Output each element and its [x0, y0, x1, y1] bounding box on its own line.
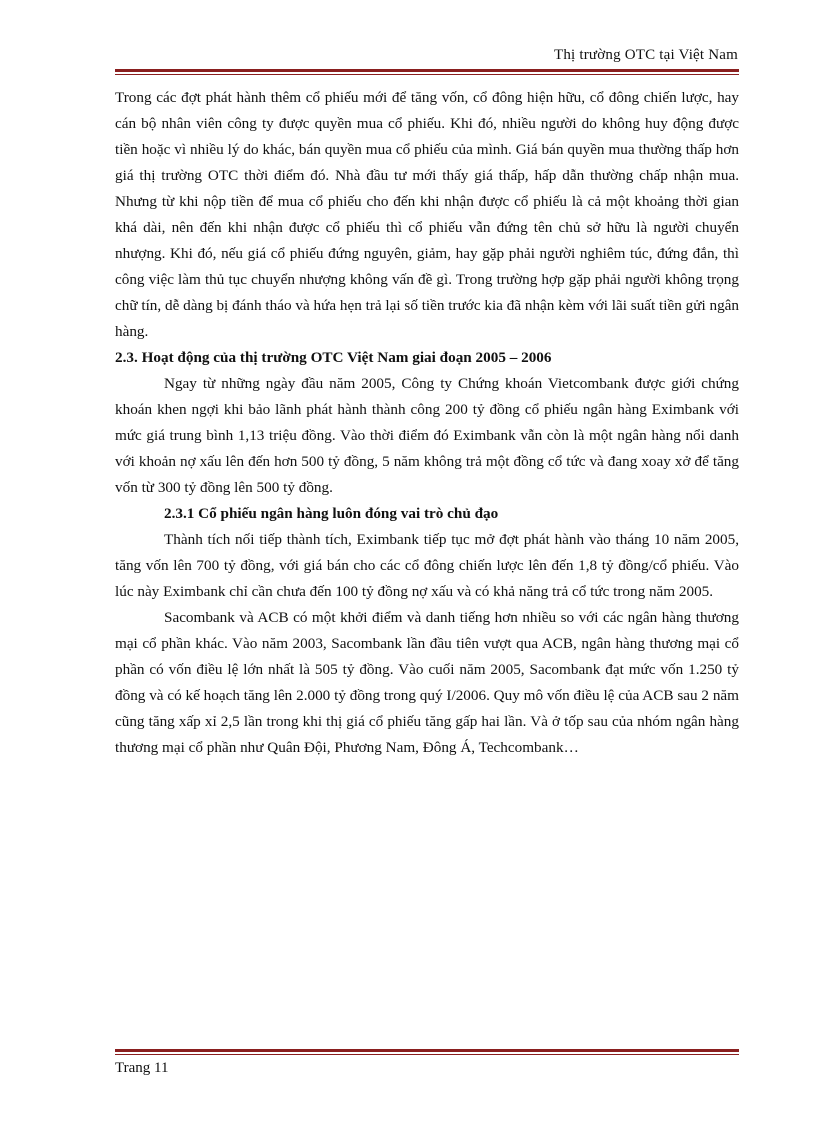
paragraph-eximbank-growth: Thành tích nối tiếp thành tích, Eximbank tiếp tục mở đợt phát hành vào tháng 10 năm 2005, tăng vốn lên 700 tỷ đồng, với giá bán cho các cổ đông chiến lược lên đến 1,8 tỷ đồng/cổ phiếu. Vào lúc này Eximbank chỉ cần chưa đến 100 tỷ đồng nợ xấu và có khả năng trả cổ tức trong năm 2005.: [115, 531, 739, 600]
document-body: [115, 85, 739, 761]
paragraph-sacombank-acb: Sacombank và ACB có một khởi điểm và danh tiếng hơn nhiều so với các ngân hàng thương mại cổ phần khác. Vào năm 2003, Sacombank lần đầu tiên vượt qua ACB, ngân hàng thương mại cổ phần có vốn điều lệ lớn nhất là 505 tỷ đồng. Vào cuối năm 2005, Sacombank đạt mức vốn 1.250 tỷ đồng và có kế hoạch tăng lên 2.000 tỷ đồng trong quý I/2006. Quy mô vốn điều lệ của ACB sau 2 năm cũng tăng xấp xỉ 2,5 lần trong khi thị giá cổ phiếu tăng gấp hai lần. Và ở tốp sau của nhóm ngân hàng thương mại cổ phần như Quân Đội, Phương Nam, Đông Á, Techcombank…: [115, 609, 739, 756]
section-heading-2-3: 2.3. Hoạt động của thị trường OTC Việt Nam giai đoạn 2005 – 2006: [115, 349, 552, 366]
paragraph-vietcombank-eximbank: Ngay từ những ngày đầu năm 2005, Công ty Chứng khoán Vietcombank được giới chứng khoán khen ngợi khi bảo lãnh phát hành thành công 200 tỷ đồng cổ phiếu ngân hàng Eximbank với mức giá trung bình 1,13 triệu đồng. Vào thời điểm đó Eximbank vẫn còn là một ngân hàng nổi danh với khoản nợ xấu lên đến hơn 500 tỷ đồng, 5 năm không trả một đồng cổ tức và đang xoay xở để tăng vốn từ 300 tỷ đồng lên 500 tỷ đồng.: [115, 375, 739, 496]
page-number: Trang 11: [115, 1060, 169, 1076]
paragraph-rights-trading: Trong các đợt phát hành thêm cổ phiếu mới để tăng vốn, cổ đông hiện hữu, cổ đông chiến lược, hay cán bộ nhân viên công ty được quyền mua cổ phiếu. Khi đó, nhiều người do không huy động được tiền hoặc vì nhiều lý do khác, bán quyền mua cổ phiếu của mình. Giá bán quyền mua thường thấp hơn giá thị trường OTC thời điểm đó. Nhà đầu tư mới thấy giá thấp, hấp dẫn thường chấp nhận mua. Nhưng từ khi nộp tiền để mua cổ phiếu cho đến khi nhận được cổ phiếu là cả một khoảng thời gian khá dài, nên đến khi nhận được cổ phiếu thì cổ phiếu vẫn đứng tên chủ sở hữu là người chuyển nhượng. Khi đó, nếu giá cổ phiếu đứng nguyên, giảm, hay gặp phải người nghiêm túc, đứng đắn, thì công việc làm thủ tục chuyển nhượng không vấn đề gì. Trong trường hợp gặp phải người không trọng chữ tín, dễ dàng bị đánh tháo và hứa hẹn trả lại số tiền trước kia đã nhận kèm với lãi suất tiền gửi ngân hàng.: [115, 89, 739, 340]
subsection-heading-2-3-1: 2.3.1 Cổ phiếu ngân hàng luôn đóng vai trò chủ đạo: [164, 505, 499, 522]
footer-rule: [115, 1049, 739, 1055]
header-rule: [115, 69, 739, 75]
page-header-title: Thị trường OTC tại Việt Nam: [553, 47, 738, 63]
